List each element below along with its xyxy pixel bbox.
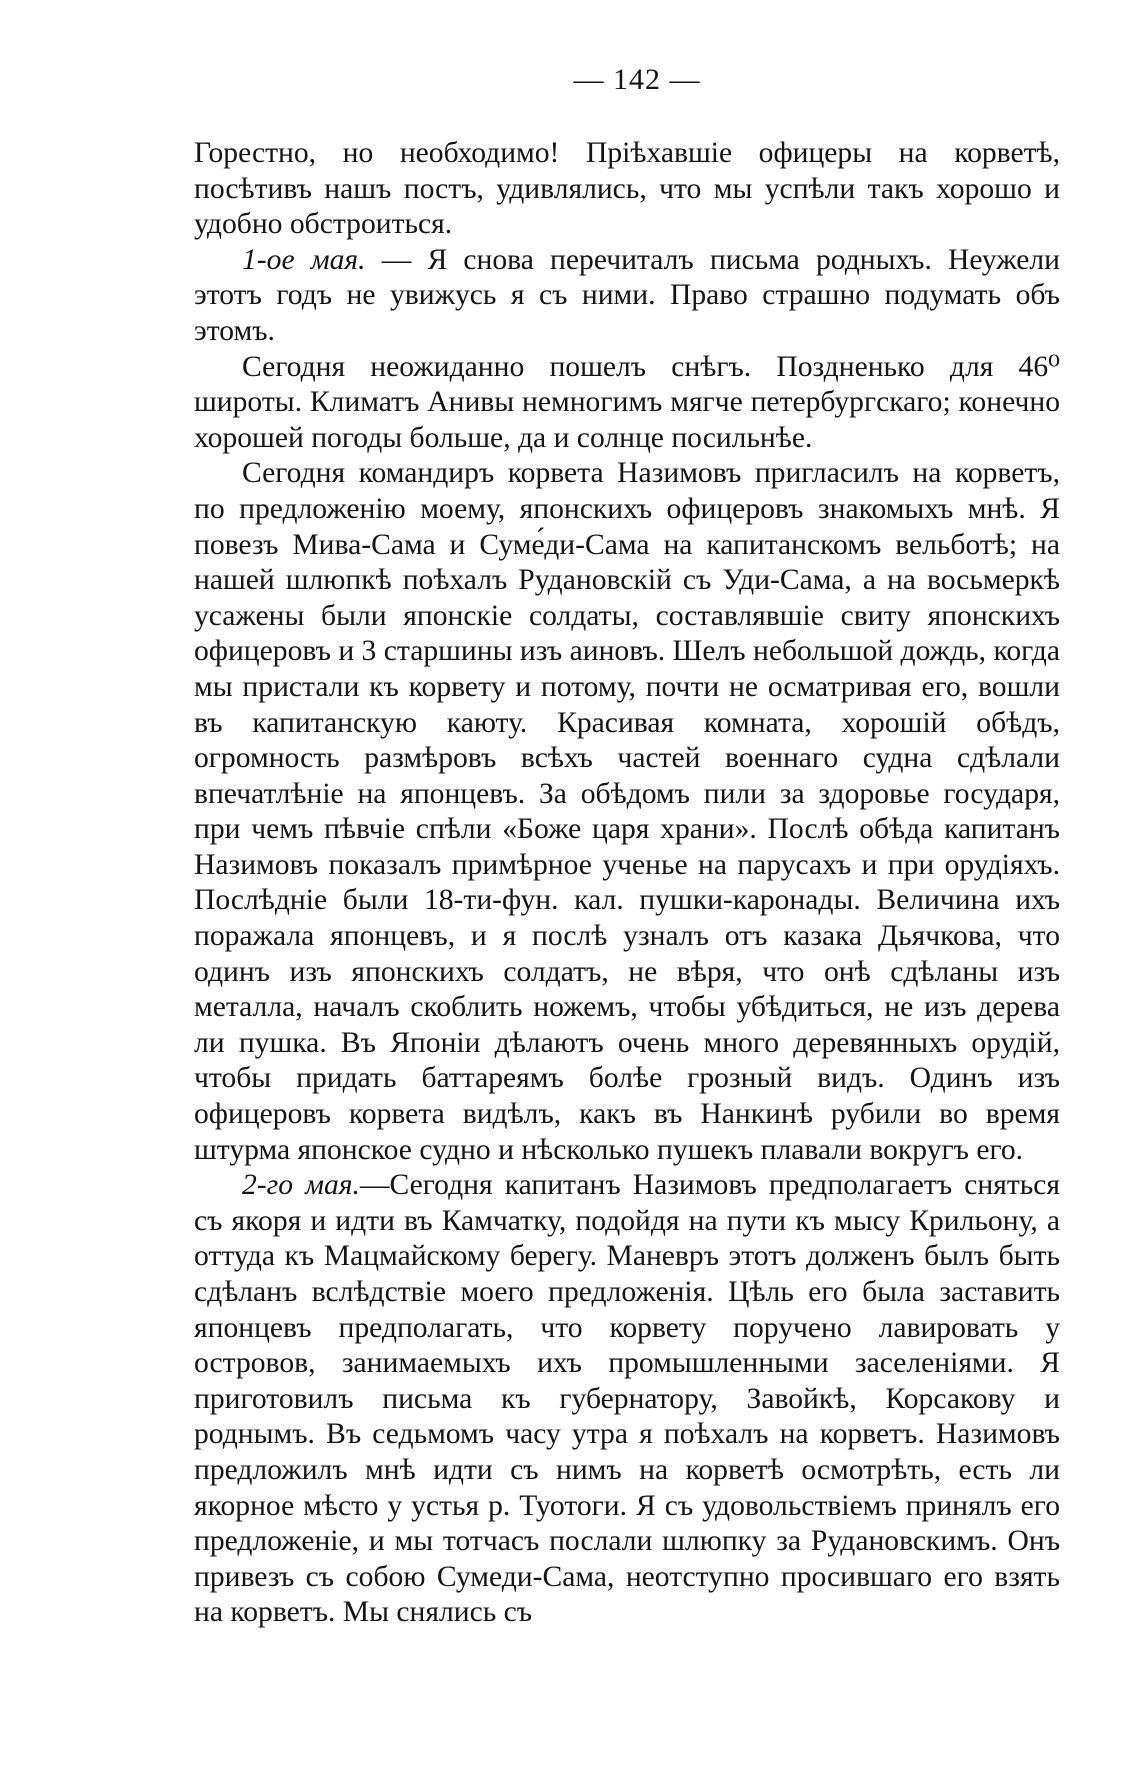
- paragraph-4: [194, 456, 1060, 1168]
- paragraph-3-text: Сегодня неожиданно пошелъ снѣгъ. Поздненько для 46⁰ широты. Климатъ Анивы немногимъ мягче петербургскаго; конечно хорошей погоды больше, да и солнце посильнѣе.: [194, 350, 1060, 454]
- paragraph-1: [194, 136, 1060, 243]
- paragraph-2-text: — Я снова перечиталъ письма родныхъ. Неужели этотъ годъ не увижусь я съ ними. Право страшно подумать объ этомъ.: [194, 243, 1060, 347]
- paragraph-5-text: —Сегодня капитанъ Назимовъ предполагаетъ сняться съ якоря и идти въ Камчатку, подойдя на пути къ мысу Крильону, а оттуда къ Мацмайскому берегу. Маневръ этотъ долженъ былъ быть сдѣланъ вслѣдствіе моего предложенія. Цѣль его была заставить японцевъ предполагать, что корвету поручено лавировать у островов, занимаемыхъ ихъ промышленными заселеніями. Я приготовилъ письма къ губернатору, Завойкѣ, Корсакову и роднымъ. Въ седьмомъ часу утра я поѣхалъ на корветъ. Назимовъ предложилъ мнѣ идти съ нимъ на корветѣ осмотрѣть, есть ли якорное мѣсто у устья р. Туотоги. Я съ удовольствіемъ принялъ его предложеніе, и мы тотчасъ послали шлюпку за Рудановскимъ. Онъ привезъ съ собою Сумеди-Сама, неотступно просившаго его взять на корветъ. Мы снялись съ: [194, 1169, 1060, 1629]
- paragraph-5: [194, 1168, 1060, 1631]
- paragraph-2: [194, 243, 1060, 350]
- page-number: — 142 —: [573, 63, 701, 96]
- book-page: [194, 60, 1060, 1740]
- entry-date-may-2: 2-го мая.: [242, 1169, 360, 1202]
- paragraph-4-text: Сегодня командиръ корвета Назимовъ пригласилъ на корветъ, по предложенію моему, японскихъ офицеровъ знакомыхъ мнѣ. Я повезъ Мива-Сама и Суме́ди-Сама на капитанскомъ вельботѣ; на нашей шлюпкѣ поѣхалъ Рудановскій съ Уди-Сама, а на восьмеркѣ усажены были японскіе солдаты, составлявшіе свиту японскихъ офицеровъ и 3 старшины изъ аиновъ. Шелъ небольшой дождь, когда мы пристали къ корвету и потому, почти не осматривая его, вошли въ капитанскую каюту. Красивая комната, хорошій обѣдъ, огромность размѣровъ всѣхъ частей военнаго судна сдѣлали впечатлѣніе на японцевъ. За обѣдомъ пили за здоровье государя, при чемъ пѣвчіе спѣли «Боже царя храни». Послѣ обѣда капитанъ Назимовъ показалъ примѣрное ученье на парусахъ и при орудіяхъ. Послѣдніе были 18-ти-фун. кал. пушки-каронады. Величина ихъ поражала японцевъ, и я послѣ узналъ отъ казака Дьячкова, что одинъ изъ японскихъ солдатъ, не вѣря, что онѣ сдѣланы изъ металла, началъ скоблить ножемъ, чтобы убѣдиться, не изъ дерева ли пушка. Въ Японіи дѣлаютъ очень много деревянныхъ орудій, чтобы придать баттареямъ болѣе грозный видъ. Одинъ изъ офицеровъ корвета видѣлъ, какъ въ Нанкинѣ рубили во время штурма японское судно и нѣсколько пушекъ плавали вокругъ его.: [194, 457, 1060, 1166]
- paragraph-3: [194, 350, 1060, 457]
- paragraph-1-text: Горестно, но необходимо! Пріѣхавшіе офицеры на корветѣ, посѣтивъ нашъ постъ, удивлялись, что мы успѣли такъ хорошо и удобно обстроиться.: [194, 137, 1060, 241]
- entry-date-may-1: 1-ое мая.: [242, 243, 366, 276]
